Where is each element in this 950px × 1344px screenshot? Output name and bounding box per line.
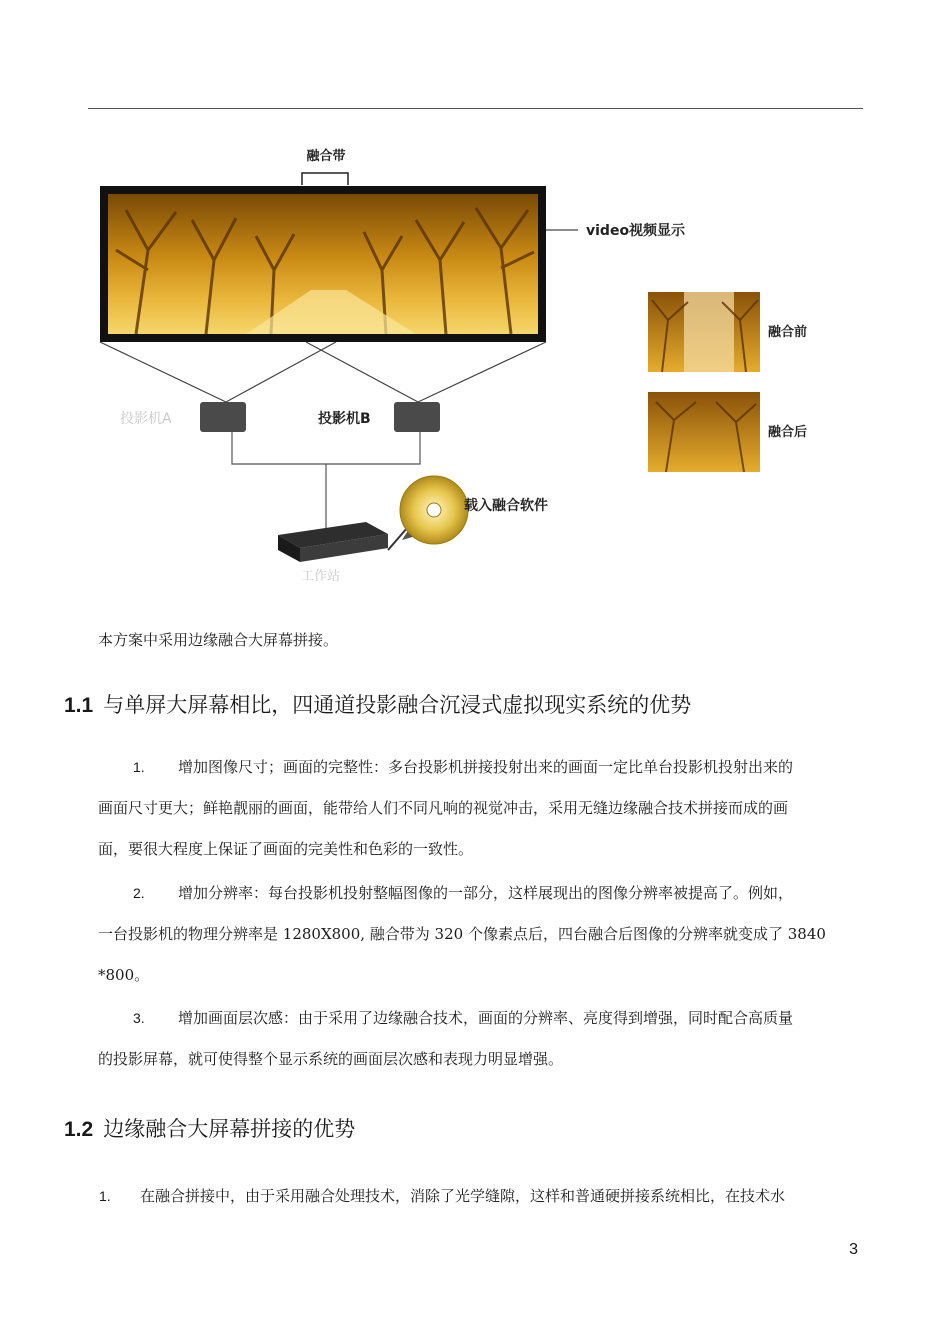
- projector-a-label: 投影机A: [120, 411, 172, 427]
- section-number: 1.2: [64, 1118, 94, 1141]
- after-thumbnail: [648, 392, 760, 472]
- projection-lines: [100, 342, 546, 402]
- server-label: 工作站: [301, 569, 341, 584]
- list-item: 3. 增加画面层次感：由于采用了边缘融合技术，画面的分辨率、亮度得到增强，同时配合高质量 的投影屏幕，就可使得整个显示系统的画面层次感和表现力明显增强。: [98, 1009, 794, 1068]
- after-label: 融合后: [768, 425, 808, 440]
- projector-a: [200, 402, 246, 432]
- section-heading-1-1: [64, 689, 691, 719]
- band-label: 融合带: [306, 149, 346, 164]
- page-number: 3: [849, 1241, 858, 1258]
- section-heading-1-2: [64, 1113, 355, 1143]
- cabling: [232, 432, 420, 530]
- before-label: 融合前: [768, 325, 808, 340]
- intro-text: 本方案中采用边缘融合大屏幕拼接。: [98, 631, 339, 649]
- list-item: 1. 在融合拼接中，由于采用融合处理技术，消除了光学缝隙，这样和普通硬拼接系统相比，在技术水: [99, 1187, 786, 1205]
- header-rule: [88, 108, 863, 109]
- section-number: 1.1: [64, 694, 94, 717]
- software-label: 载入融合软件: [464, 498, 548, 514]
- projector-b: [394, 402, 440, 432]
- section-title: 边缘融合大屏幕拼接的优势: [103, 1117, 356, 1141]
- projector-b-label: 投影机B: [318, 411, 371, 427]
- list-item: 2. 增加分辨率：每台投影机投射整幅图像的一部分，这样展现出的图像分辨率被提高了。例如， 一台投影机的物理分辨率是 1280X800, 融合带为 320 个像素点后，四台融合后图像的分辨率就变成了 3840 *800。: [98, 884, 826, 984]
- edge-blending-diagram: [96, 140, 826, 590]
- section-title: 与单屏大屏幕相比，四通道投影融合沉浸式虚拟现实系统的优势: [103, 693, 692, 717]
- video-label: video视频显示: [586, 223, 686, 239]
- list-item: 1. 增加图像尺寸；画面的完整性：多台投影机拼接投射出来的画面一定比单台投影机投射出来的 画面尺寸更大；鲜艳靓丽的画面，能带给人们不同凡响的视觉冲击，采用无缝边缘融合技术拼接而成的画 面，要很大程度上保证了画面的完美性和色彩的一致性。: [98, 758, 794, 858]
- band-bracket: [302, 173, 348, 185]
